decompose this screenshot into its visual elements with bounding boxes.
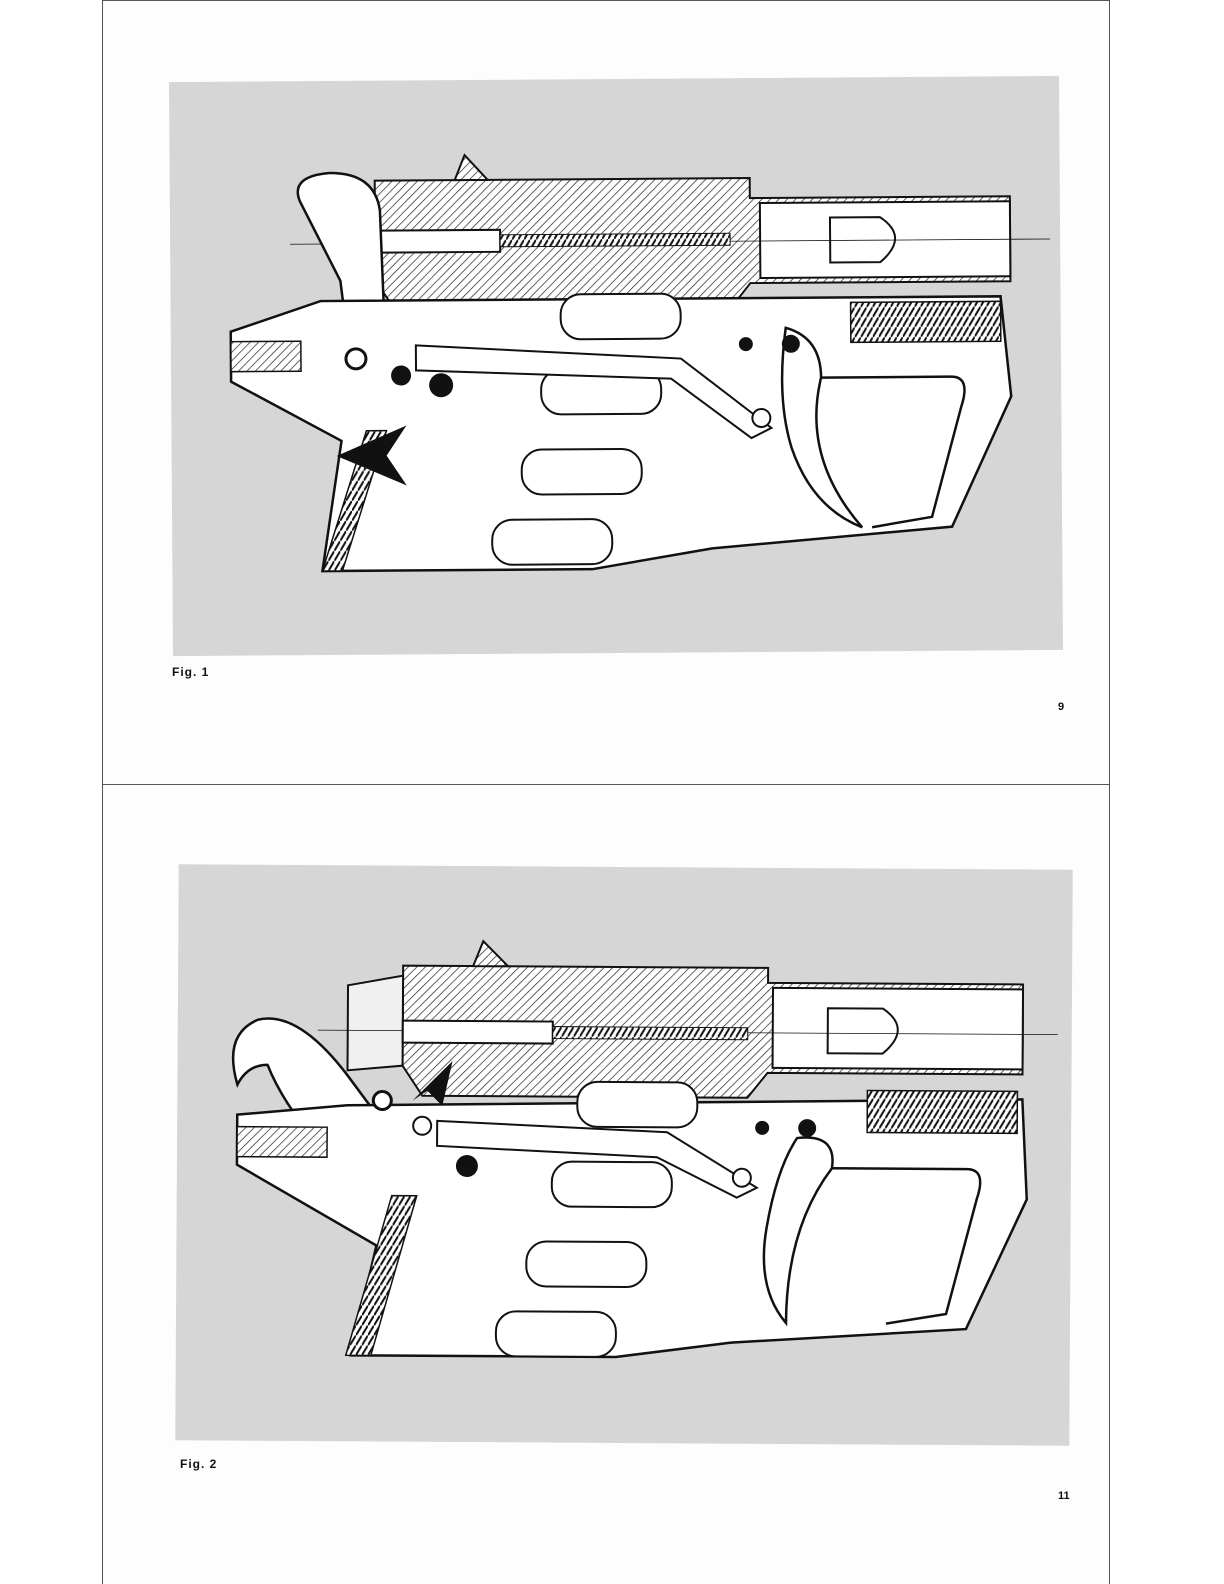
magazine-round-1 [560,294,680,340]
page-sheet-2 [102,784,1110,1584]
pistol-cutaway-diagram-2 [175,864,1073,1445]
pin [456,1155,478,1177]
pin [373,1091,391,1109]
figure-plate-2 [175,864,1073,1445]
front-sight [455,155,488,180]
firing-pin-spring [553,1027,748,1040]
figure-caption: Fig. 2 [180,1457,218,1471]
pin [391,365,411,385]
pin [413,1117,431,1135]
magazine-round-4 [492,519,612,565]
magazine-round-3 [522,449,642,495]
recoil-spring [867,1090,1017,1133]
pin [733,1169,751,1187]
frame-rear-hatch [231,341,301,371]
magazine-round-1 [577,1082,697,1128]
page-number: 9 [1058,701,1065,713]
page-number: 11 [1058,1490,1070,1502]
magazine-round-2 [552,1162,672,1208]
rear-sight-block [348,975,404,1070]
firing-pin [403,1021,553,1044]
front-sight [473,941,508,966]
pin [798,1119,816,1137]
firing-pin-spring [500,233,730,247]
frame-rear-hatch [237,1127,327,1158]
page-sheet-1 [102,0,1110,785]
magazine-round-4 [496,1311,616,1357]
pin [739,337,753,351]
recoil-spring [851,301,1001,342]
pin [752,409,770,427]
pin [782,335,800,353]
pistol-cutaway-diagram-1 [169,76,1063,656]
figure-caption: Fig. 1 [172,665,210,679]
cartridge-chambered [828,1008,898,1053]
pin [755,1121,769,1135]
pin [429,373,453,397]
magazine-round-3 [526,1241,646,1287]
figure-plate-1 [169,76,1063,656]
firing-pin [380,230,500,253]
pin [346,349,366,369]
